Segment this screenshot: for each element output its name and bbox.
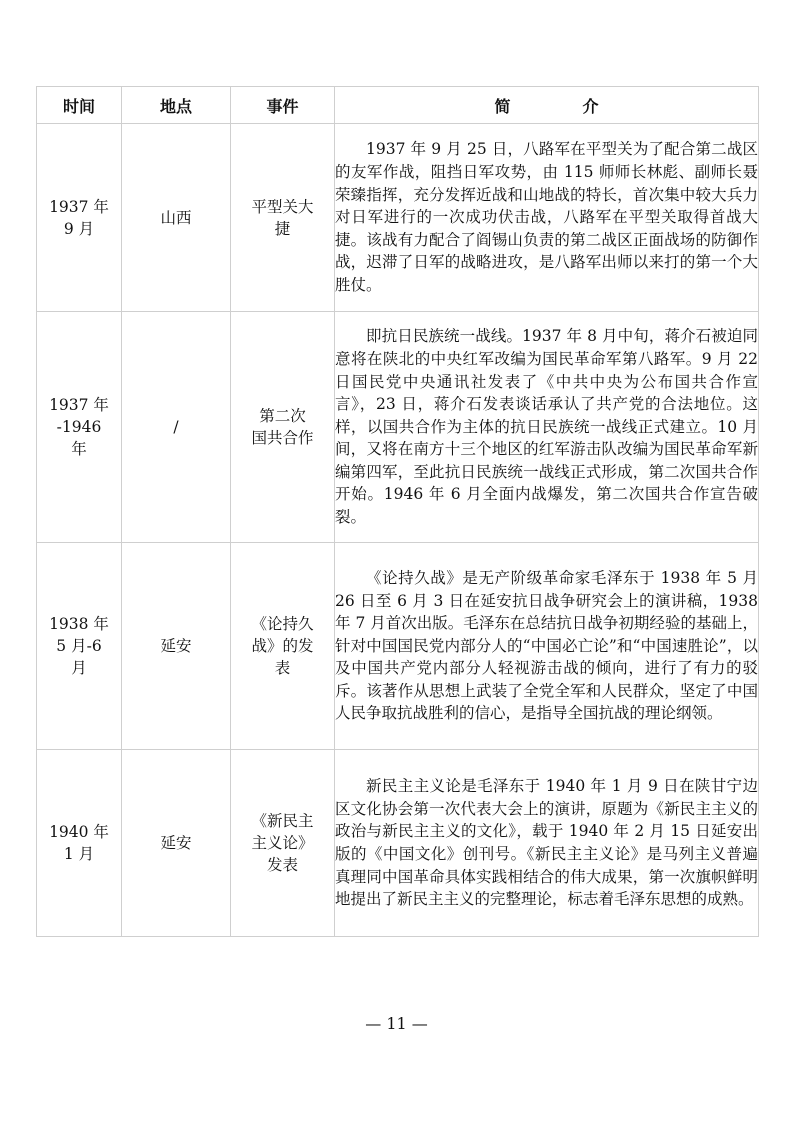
cell-time: [37, 124, 122, 312]
cell-place: 延安: [122, 750, 231, 937]
cell-time: [37, 543, 122, 750]
cell-time: [37, 750, 122, 937]
cell-place: /: [122, 312, 231, 543]
time-line: 年: [71, 440, 87, 458]
history-events-table: [36, 86, 759, 937]
time-line: 月: [71, 659, 87, 677]
event-line: 国共合作: [251, 429, 314, 447]
time-line: 1938 年: [49, 615, 109, 633]
cell-description: 1937 年 9 月 25 日，八路军在平型关为了配合第二战区的友军作战，阻挡日军攻势，由 115 师师长林彪、副师长聂荣臻指挥，充分发挥近战和山地战的特长，首次集中较大兵力对日军进行的一次成功伏击战，八路军在平型关取得首战大捷。该战有力配合了阎锡山负责的第二战区正面战场的防御作战，迟滞了日军的战略进攻，是八路军出师以来打的第一个大胜仗。: [335, 124, 759, 312]
table-row: [37, 124, 759, 312]
cell-event: [231, 543, 335, 750]
event-line: 《新民主: [251, 812, 314, 830]
table-row: [37, 312, 759, 543]
event-line: 表: [274, 659, 291, 677]
table-row: [37, 750, 759, 937]
event-line: 第二次: [259, 407, 306, 425]
header-description-part-2: 介: [582, 96, 599, 116]
page-number: — 11 —: [365, 1014, 428, 1033]
event-line: 发表: [266, 856, 298, 874]
cell-event: [231, 312, 335, 543]
header-description-part-1: 简: [494, 96, 511, 116]
event-line: 捷: [274, 219, 291, 238]
cell-event: [231, 124, 335, 312]
time-line: 1940 年: [49, 823, 109, 841]
time-line: 1 月: [63, 845, 95, 863]
cell-place: 延安: [122, 543, 231, 750]
time-line: 9 月: [63, 219, 95, 238]
cell-time: [37, 312, 122, 543]
cell-event: [231, 750, 335, 937]
header-place: 地点: [122, 87, 231, 124]
event-line: 《论持久: [251, 615, 314, 633]
cell-description: 《论持久战》是无产阶级革命家毛泽东于 1938 年 5 月 26 日至 6 月 3 日在延安抗日战争研究会上的演讲稿，1938 年 7 月首次出版。毛泽东在总结抗日战争初期经验的基础上，针对中国国民党内部分人的“中国必亡论”和“中国速胜论”，以及中国共产党内部分人轻视游击战的倾向，进行了有力的驳斥。该著作从思想上武装了全党全军和人民群众，坚定了中国人民争取抗战胜利的信心，是指导全国抗战的理论纲领。: [335, 543, 759, 750]
time-line: -1946: [56, 418, 102, 436]
event-line: 主义论》: [251, 834, 314, 852]
cell-description: 新民主主义论是毛泽东于 1940 年 1 月 9 日在陕甘宁边区文化协会第一次代表大会上的演讲，原题为《新民主主义的政治与新民主主义的文化》，载于 1940 年 2 月 15 日延安出版的《中国文化》创刊号。《新民主主义论》是马列主义普遍真理同中国革命具体实践相结合的伟大成果，第一次旗帜鲜明地提出了新民主主义的完整理论，标志着毛泽东思想的成熟。: [335, 750, 759, 937]
table-row: [37, 543, 759, 750]
event-line: 平型关大: [251, 197, 314, 216]
time-line: 1937 年: [49, 396, 109, 414]
header-time: 时间: [37, 87, 122, 124]
time-line: 1937 年: [49, 197, 109, 216]
header-description: [335, 87, 759, 124]
time-line: 5 月-6: [56, 637, 102, 655]
header-event: 事件: [231, 87, 335, 124]
cell-place: 山西: [122, 124, 231, 312]
event-line: 战》的发: [251, 637, 314, 655]
cell-description: 即抗日民族统一战线。1937 年 8 月中旬，蒋介石被迫同意将在陕北的中央红军改编为国民革命军第八路军。9 月 22 日国民党中央通讯社发表了《中共中央为公布国共合作宣言》，23 日，蒋介石发表谈话承认了共产党的合法地位。这样，以国共合作为主体的抗日民族统一战线正式建立。10 月间，又将在南方十三个地区的红军游击队改编为国民革命军新编第四军，至此抗日民族统一战线正式形成，第二次国共合作开始。1946 年 6 月全面内战爆发，第二次国共合作宣告破裂。: [335, 312, 759, 543]
table-header-row: [37, 87, 759, 124]
